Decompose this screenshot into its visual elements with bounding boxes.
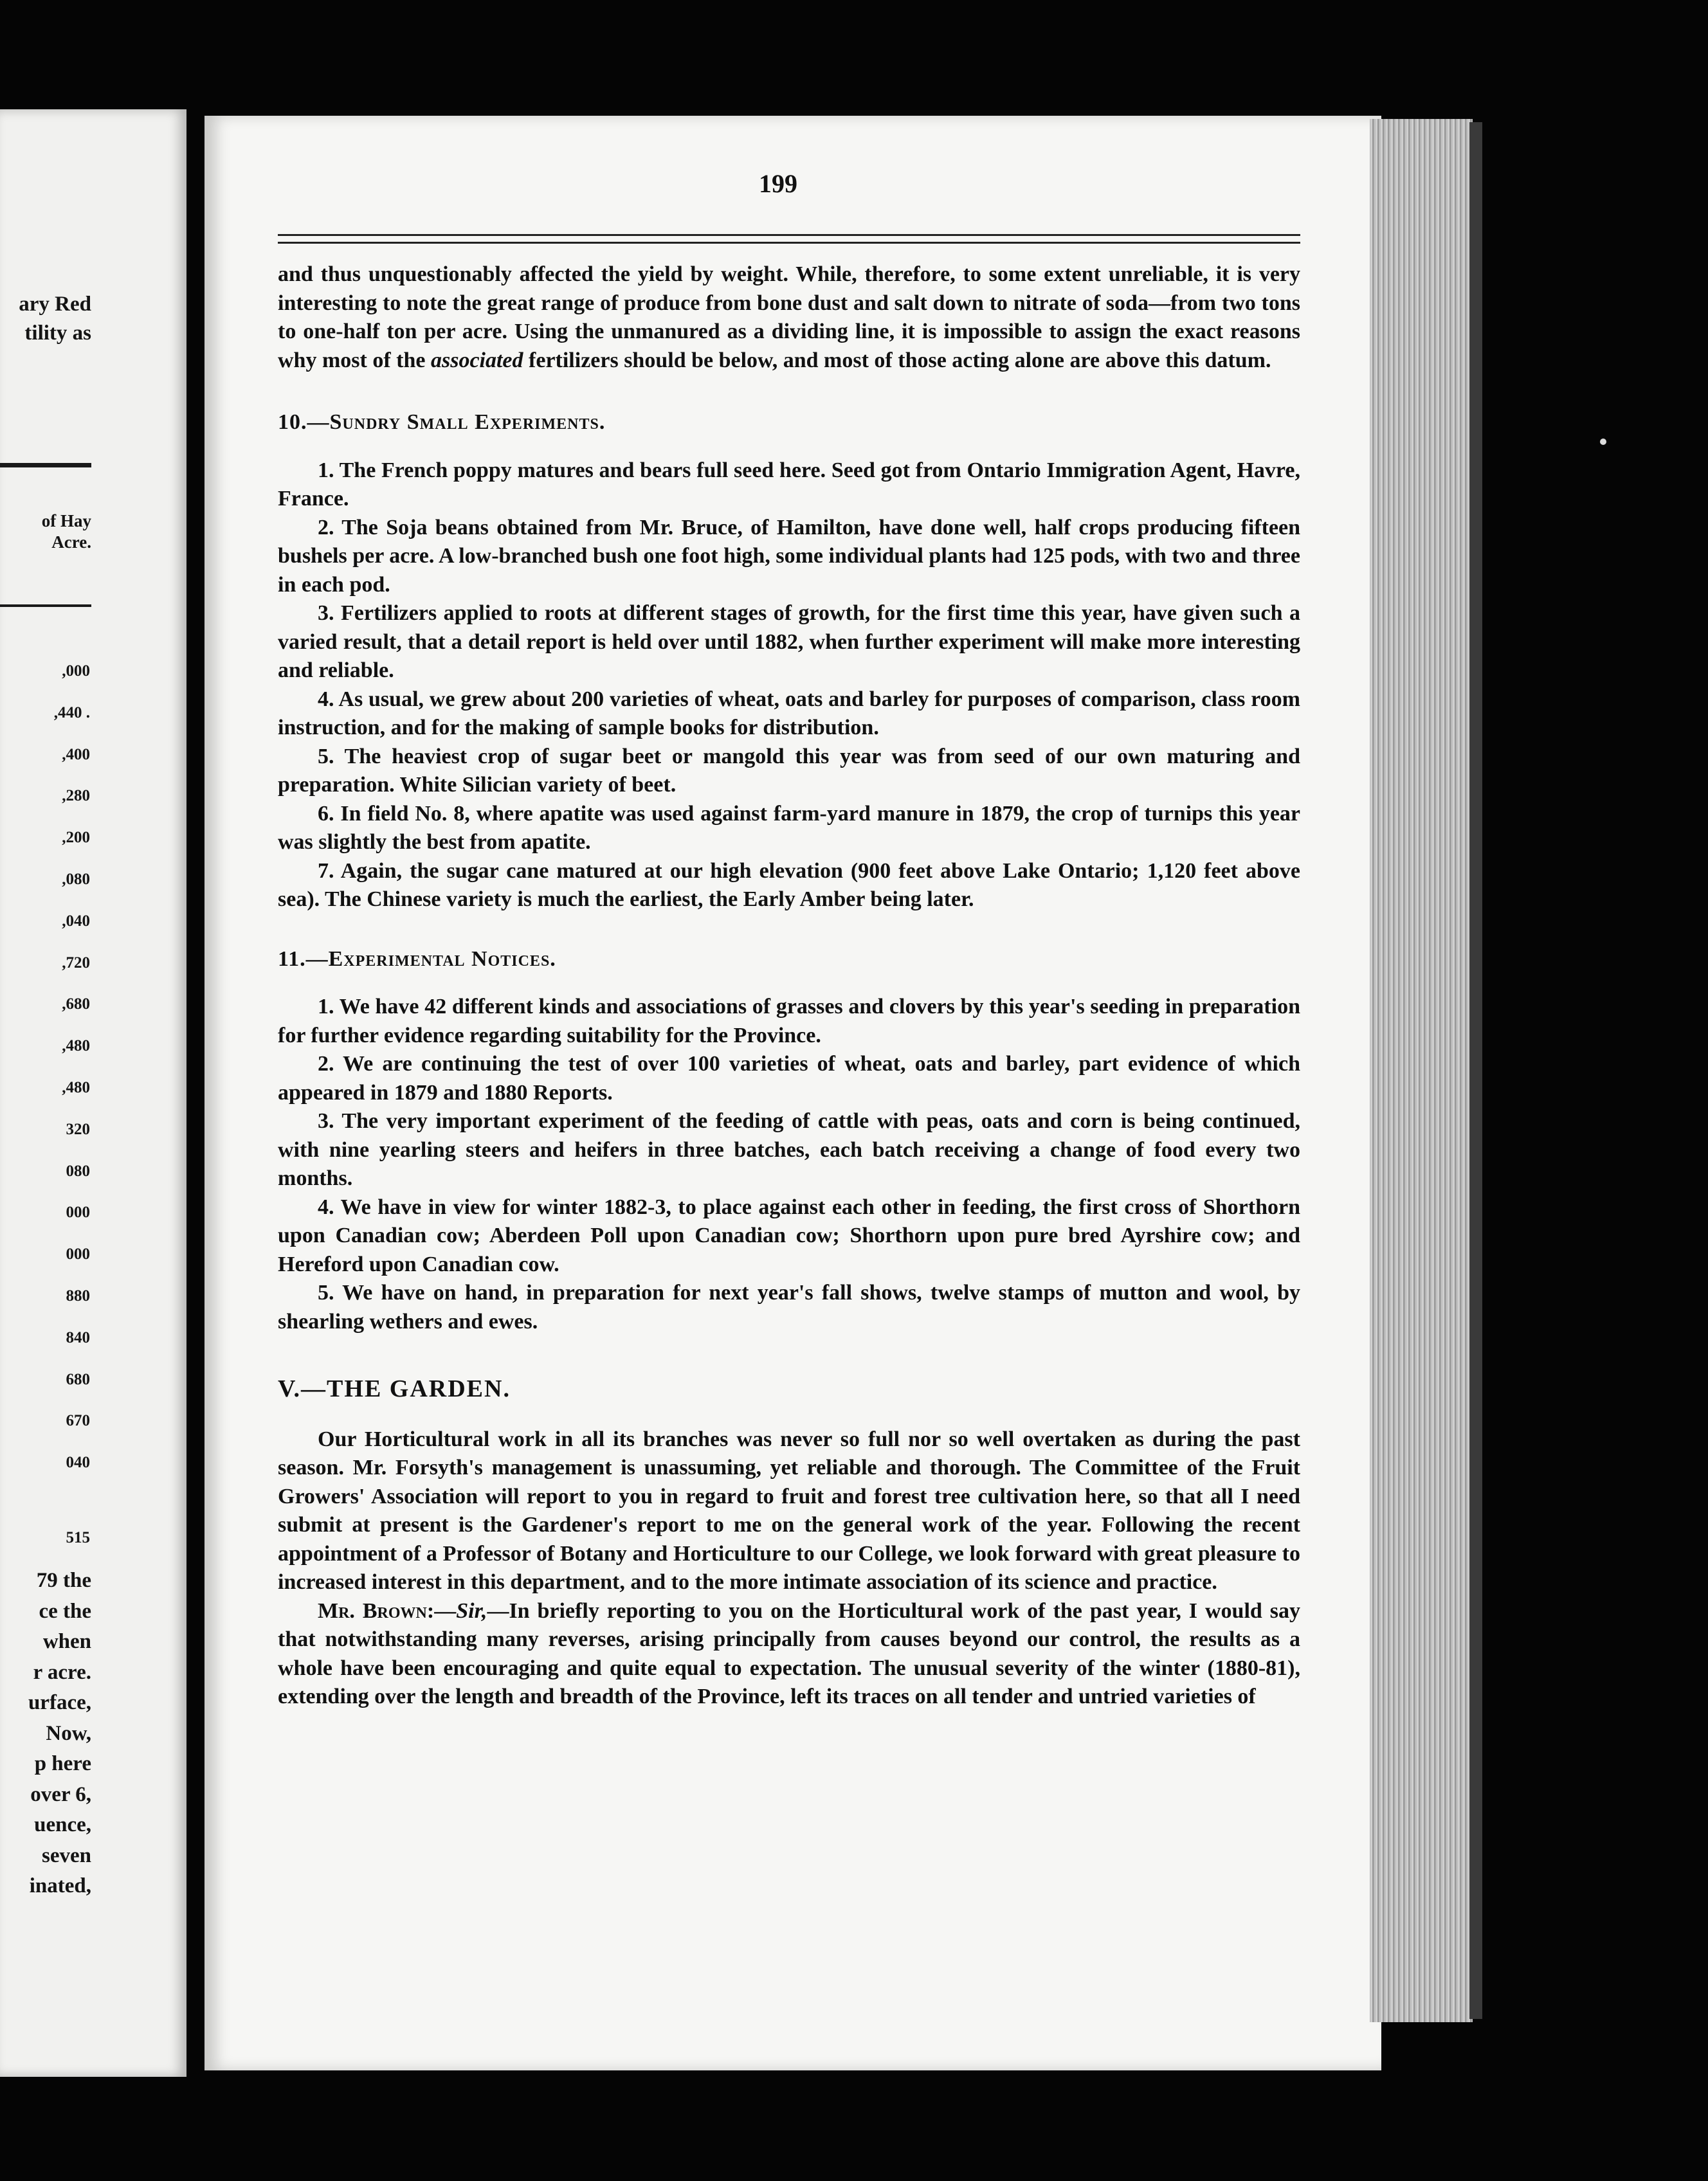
header-rule: [278, 234, 1300, 244]
left-page-line: seven: [42, 1844, 91, 1867]
left-page-number: ,080: [62, 871, 90, 888]
left-page-number: ,200: [62, 829, 90, 846]
left-page-number: 040: [66, 1454, 90, 1471]
book-page-edges: [1370, 119, 1473, 2022]
left-page-line: p here: [34, 1752, 91, 1775]
left-page-number: 000: [66, 1204, 90, 1221]
left-page-line: ary Red: [19, 293, 91, 316]
left-page-number: 000: [66, 1245, 90, 1263]
left-page-number: ,480: [62, 1037, 90, 1054]
left-page-line: uence,: [34, 1813, 91, 1836]
sundry-item: 6. In field No. 8, where apatite was used against farm-yard manure in 1879, the crop of turnips this year was slightly the best from apatite.: [278, 801, 1300, 854]
left-page-line: Now,: [46, 1722, 91, 1745]
left-page-number: 880: [66, 1287, 90, 1305]
left-page-header: of Hay: [41, 511, 91, 530]
left-page-line: ce the: [39, 1600, 91, 1623]
page-number: 199: [759, 169, 797, 198]
sundry-item: 1. The French poppy matures and bears full seed here. Seed got from Ontario Immigration Agent, Havre, France.: [278, 458, 1300, 511]
left-page-number: ,680: [62, 995, 90, 1013]
left-page-header: Acre.: [51, 532, 91, 552]
left-page-rule: [0, 463, 91, 467]
notice-item: 1. We have 42 different kinds and associations of grasses and clovers by this year's seeding in preparation for further evidence regarding suitability for the Province.: [278, 995, 1300, 1047]
notice-item: 5. We have on hand, in preparation for next year's fall shows, twelve stamps of mutton and wool, by shearling wethers and ewes.: [278, 1281, 1300, 1334]
left-page-line: inated,: [29, 1874, 91, 1897]
notice-item: 3. The very important experiment of the feeding of cattle with peas, oats and corn is being continued, with nine yearling steers and heifers in three batches, each batch receiving a change of food every two months.: [278, 1109, 1300, 1190]
page-content: [278, 260, 1300, 1712]
left-page-number: ,000: [62, 662, 90, 680]
sundry-item: 7. Again, the sugar cane matured at our high elevation (900 feet above Lake Ontario; 1,120 feet above sea). The Chinese variety is much the earliest, the Early Amber being later.: [278, 858, 1300, 911]
left-page-number: 840: [66, 1329, 90, 1346]
intro-paragraph: and thus unquestionably affected the yield by weight. While, therefore, to some extent unreliable, it is very interesting to note the great range of produce from bone dust and salt down to nitrate of soda—from two tons to one-half ton per acre. Using the unmanured as a dividing line, it is impossible to assign the exact reasons why most of the associated fertilizers should be below, and most of those acting alone are above this datum.: [278, 262, 1300, 372]
sundry-item: 5. The heaviest crop of sugar beet or mangold this year was from seed of our own maturing and preparation. White Silician variety of beet.: [278, 744, 1300, 797]
book-edge-shadow: [1469, 122, 1482, 2019]
left-page-rule: [0, 604, 91, 607]
left-page-line: r acre.: [33, 1661, 91, 1684]
notice-item: 4. We have in view for winter 1882-3, to place against each other in feeding, the first cross of Shorthorn upon Canadian cow; Aberdeen Poll upon Canadian cow; Shorthorn upon pure bred Ayrshire cow; and Hereford upon Canadian cow.: [278, 1195, 1300, 1276]
garden-heading: V.—THE GARDEN.: [278, 1375, 511, 1402]
left-page-number: 680: [66, 1371, 90, 1388]
left-page-number: ,480: [62, 1079, 90, 1096]
garden-paragraph: Our Horticultural work in all its branches was never so full nor so well overtaken as during the past season. Mr. Forsyth's management is unassuming, yet reliable and thorough. The Committee of the Fruit Growers' Association will report to you in regard to fruit and forest tree cultivation here, so that all I need submit at present is the Gardener's report to me on the general work of the year. Following the recent appointment of a Professor of Botany and Horticulture to our College, we look forward with great pleasure to increased interest in this department, and to the more intimate association of its science and practice.: [278, 1427, 1300, 1594]
section-heading-10: 10.—Sundry Small Experiments.: [278, 410, 606, 434]
left-page-number: 670: [66, 1412, 90, 1429]
left-page-line: urface,: [28, 1691, 91, 1714]
sundry-item: 2. The Soja beans obtained from Mr. Bruce, of Hamilton, have done well, half crops producing fifteen bushels per acre. A low-branched bush one foot high, some individual plants had 125 pods, with two and three in each pod.: [278, 515, 1300, 597]
intro-italic: associated: [430, 348, 523, 372]
left-page-number: ,040: [62, 912, 90, 930]
left-page-number: 515: [66, 1529, 90, 1546]
left-page-number: ,440 .: [53, 704, 90, 721]
gardener-report-paragraph: Mr. Brown:—Sir,—In briefly reporting to you on the Horticultural work of the past year, I would say that notwithstanding many reverses, arising principally from causes beyond our control, the results as a whole have been encouraging and quite equal to expectation. The unusual severity of the winter (1880-81), extending over the length and breadth of the Province, left its traces on all tender and untried varieties of: [278, 1598, 1300, 1708]
left-page-line: over 6,: [30, 1783, 91, 1806]
dust-speck: [1600, 439, 1606, 445]
sundry-item: 4. As usual, we grew about 200 varieties of wheat, oats and barley for purposes of comparison, class room instruction, and for the making of sample books for distribution.: [278, 687, 1300, 739]
left-page-number: ,280: [62, 787, 90, 804]
salutation-sir: Sir,: [456, 1598, 487, 1623]
left-page-number: 320: [66, 1121, 90, 1138]
addressee-name: Mr. Brown: [318, 1598, 427, 1623]
left-page-number: ,720: [62, 954, 90, 972]
left-page-line: 79 the: [36, 1569, 91, 1592]
notice-item: 2. We are continuing the test of over 100 varieties of wheat, oats and barley, part evidence of which appeared in 1879 and 1880 Reports.: [278, 1052, 1300, 1105]
sundry-item: 3. Fertilizers applied to roots at different stages of growth, for the first time this year, have given such a varied result, that a detail report is held over until 1882, when further experiment will make more interesting and reliable.: [278, 601, 1300, 682]
left-page-line: tility as: [24, 321, 91, 345]
left-page-line: when: [42, 1630, 91, 1653]
left-page-number: 080: [66, 1163, 90, 1180]
section-heading-11: 11.—Experimental Notices.: [278, 946, 556, 971]
left-page-number: ,400: [62, 746, 90, 763]
left-facing-page: [0, 109, 186, 2077]
